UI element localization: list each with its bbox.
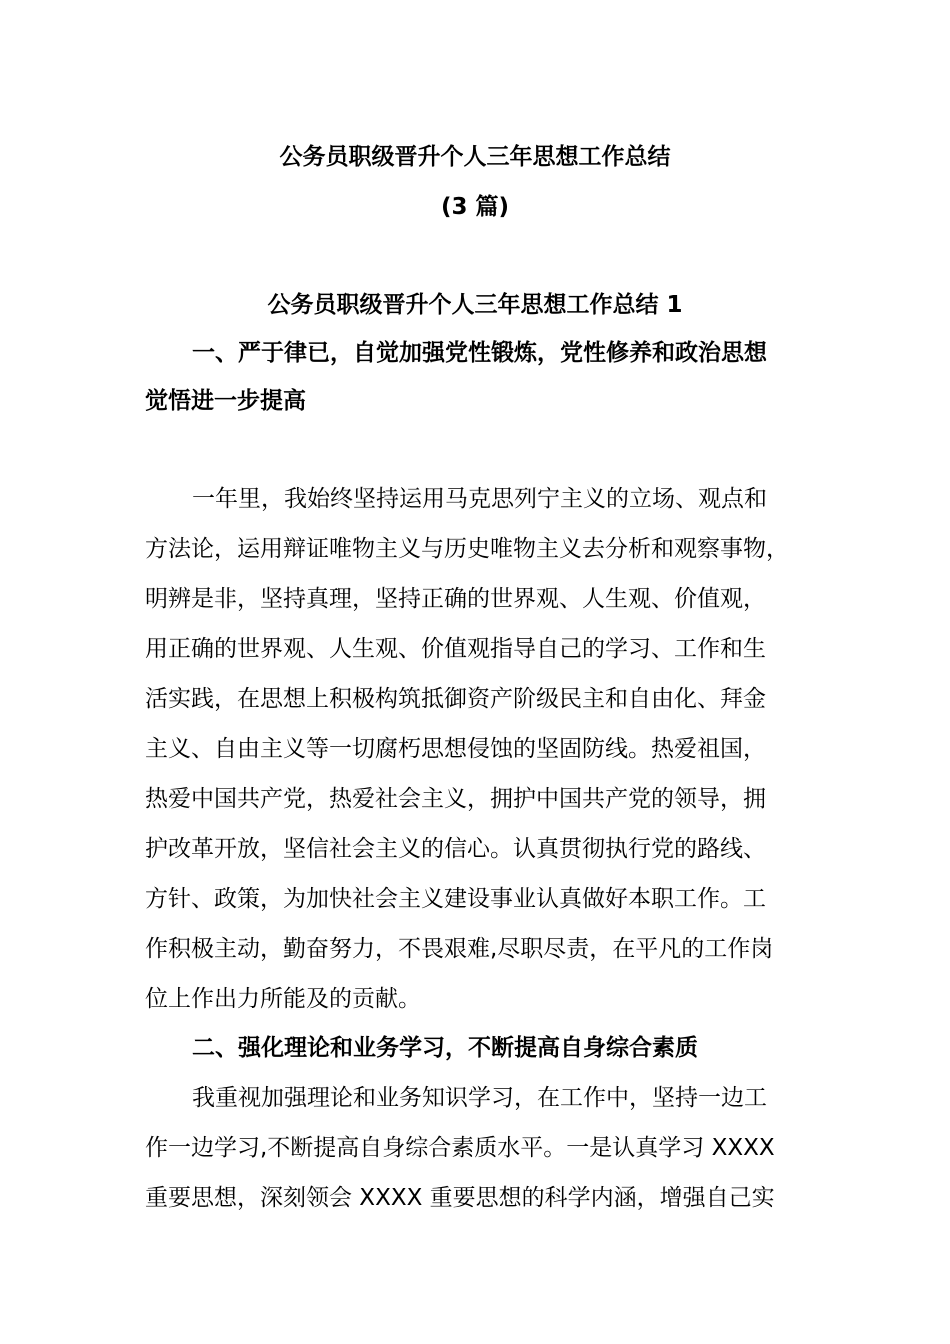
paragraph-1-line: 位上作出力所能及的贡献。 [145, 986, 421, 1012]
paragraph-1-line: 用正确的世界观、人生观、价值观指导自己的学习、工作和生 [145, 636, 766, 662]
paragraph-1-line: 方法论，运用辩证唯物主义与历史唯物主义去分析和观察事物， [145, 536, 789, 562]
paragraph-2-line: 我重视加强理论和业务知识学习，在工作中，坚持一边工 [192, 1085, 767, 1111]
paragraph-2-line: 重要思想，深刻领会 XXXX 重要思想的科学内涵，增强自己实 [145, 1185, 775, 1211]
paragraph-2-line: 作一边学习,不断提高自身综合素质水平。一是认真学习 XXXX [145, 1135, 775, 1161]
paragraph-1-line: 护改革开放，坚信社会主义的信心。认真贯彻执行党的路线、 [145, 836, 766, 862]
heading-1-line-2: 觉悟进一步提高 [145, 388, 306, 414]
paragraph-1-line: 作积极主动，勤奋努力，不畏艰难,尽职尽责，在平凡的工作岗 [145, 936, 774, 962]
paragraph-1-line: 一年里，我始终坚持运用马克思列宁主义的立场、观点和 [192, 486, 767, 512]
paragraph-1-line: 明辨是非，坚持真理，坚持正确的世界观、人生观、价值观， [145, 586, 766, 612]
document-title: 公务员职级晋升个人三年思想工作总结 [279, 144, 671, 170]
heading-2: 二、强化理论和业务学习，不断提高自身综合素质 [192, 1035, 698, 1061]
paragraph-1-line: 主义、自由主义等一切腐朽思想侵蚀的坚固防线。热爱祖国， [145, 736, 766, 762]
heading-1-line-1: 一、严于律已，自觉加强党性锻炼，党性修养和政治思想 [192, 340, 767, 366]
section-title: 公务员职级晋升个人三年思想工作总结 1 [267, 292, 683, 318]
paragraph-1-line: 方针、政策，为加快社会主义建设事业认真做好本职工作。工 [145, 886, 766, 912]
paragraph-1-line: 热爱中国共产党，热爱社会主义，拥护中国共产党的领导，拥 [145, 786, 766, 812]
paragraph-1-line: 活实践，在思想上积极构筑抵御资产阶级民主和自由化、拜金 [145, 686, 766, 712]
document-subtitle: (3 篇) [440, 194, 510, 220]
